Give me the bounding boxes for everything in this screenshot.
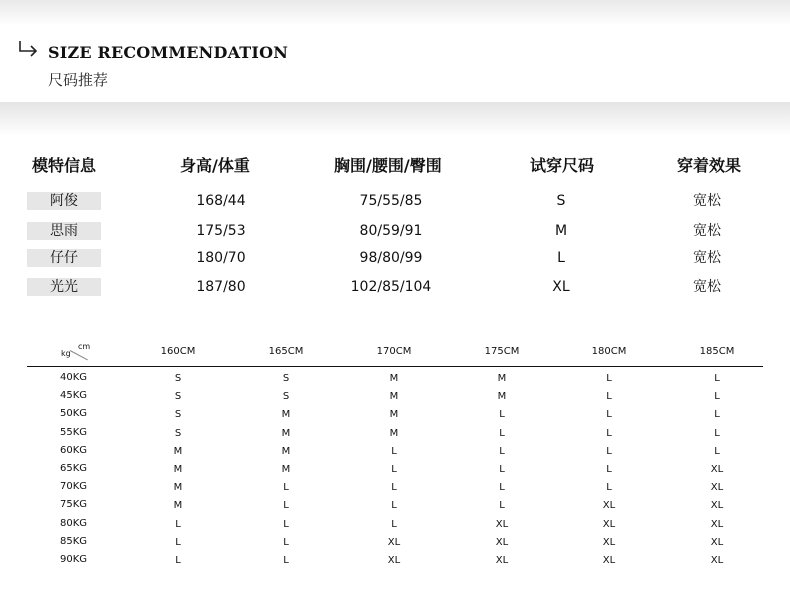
model-size: XL bbox=[552, 279, 570, 295]
weight-row-label: 45KG bbox=[60, 390, 88, 402]
model-row bbox=[0, 192, 790, 212]
size-cell: L bbox=[391, 445, 397, 457]
model-measurements: 102/85/104 bbox=[350, 279, 432, 295]
model-header-info: 模特信息 bbox=[32, 156, 97, 175]
size-cell: XL bbox=[602, 536, 616, 548]
page-subtitle: 尺码推荐 bbox=[48, 71, 109, 89]
size-cell: S bbox=[282, 391, 290, 403]
size-cell: L bbox=[283, 482, 289, 494]
size-cell: S bbox=[174, 409, 182, 421]
size-cell: L bbox=[499, 482, 505, 494]
size-cell: L bbox=[499, 464, 505, 475]
size-cell: L bbox=[391, 464, 397, 475]
model-row bbox=[0, 222, 790, 242]
size-cell: L bbox=[499, 500, 505, 512]
model-height-weight: 175/53 bbox=[196, 223, 246, 239]
model-measurements: 75/55/85 bbox=[359, 193, 423, 209]
size-cell: M bbox=[281, 409, 291, 421]
size-cell: L bbox=[606, 409, 612, 421]
size-cell: XL bbox=[495, 555, 509, 566]
size-cell: XL bbox=[710, 464, 724, 475]
size-cell: XL bbox=[602, 555, 616, 566]
size-cell: L bbox=[391, 482, 397, 494]
size-cell: M bbox=[281, 445, 291, 457]
corner-label-cm: cm bbox=[78, 342, 91, 351]
height-column-header: 185CM bbox=[699, 346, 735, 357]
weight-row-label: 65KG bbox=[60, 463, 88, 474]
weight-row-label: 85KG bbox=[60, 535, 88, 547]
model-fit: 宽松 bbox=[693, 223, 721, 239]
model-name: 思雨 bbox=[27, 222, 101, 240]
turn-arrow-icon bbox=[18, 40, 40, 60]
size-cell: XL bbox=[710, 536, 724, 548]
weight-row-label: 90KG bbox=[60, 554, 88, 565]
size-cell: L bbox=[606, 445, 612, 457]
size-cell: M bbox=[281, 464, 291, 475]
model-size: S bbox=[556, 193, 566, 209]
model-header-fit: 穿着效果 bbox=[677, 156, 742, 175]
size-cell: M bbox=[389, 409, 399, 421]
model-name: 仔仔 bbox=[27, 249, 101, 267]
model-name: 光光 bbox=[27, 278, 101, 296]
weight-row-label: 50KG bbox=[60, 408, 88, 420]
size-cell: XL bbox=[495, 536, 509, 548]
model-height-weight: 168/44 bbox=[196, 193, 246, 209]
size-cell: S bbox=[174, 391, 182, 403]
model-size: M bbox=[554, 223, 568, 239]
model-height-weight: 180/70 bbox=[196, 250, 246, 266]
model-header-size: 试穿尺码 bbox=[530, 156, 595, 175]
size-cell: L bbox=[391, 518, 397, 530]
size-cell: L bbox=[606, 464, 612, 475]
height-column-header: 175CM bbox=[484, 346, 520, 357]
model-size: L bbox=[557, 250, 565, 266]
header-divider bbox=[27, 366, 763, 367]
size-cell: M bbox=[173, 464, 183, 475]
model-fit: 宽松 bbox=[693, 279, 721, 295]
size-cell: L bbox=[499, 427, 505, 439]
size-cell: M bbox=[497, 391, 507, 403]
size-cell: M bbox=[281, 427, 291, 439]
height-column-header: 160CM bbox=[160, 346, 196, 357]
model-header-measurements: 胸围/腰围/臀围 bbox=[334, 156, 442, 175]
size-cell: M bbox=[389, 373, 399, 384]
size-cell: XL bbox=[602, 500, 616, 512]
height-column-header: 165CM bbox=[268, 346, 304, 357]
model-row bbox=[0, 249, 790, 269]
weight-row-label: 80KG bbox=[60, 517, 88, 529]
weight-row-label: 55KG bbox=[60, 426, 88, 438]
size-cell: L bbox=[391, 500, 397, 512]
size-cell: L bbox=[606, 373, 612, 384]
size-cell: S bbox=[174, 427, 182, 439]
header-banner bbox=[0, 26, 790, 102]
banner-shadow bbox=[0, 102, 790, 136]
size-cell: L bbox=[714, 427, 720, 439]
size-cell: XL bbox=[710, 518, 724, 530]
size-cell: L bbox=[714, 409, 720, 421]
model-measurements: 80/59/91 bbox=[359, 223, 423, 239]
size-cell: M bbox=[173, 445, 183, 457]
size-cell: S bbox=[174, 373, 182, 384]
size-cell: L bbox=[714, 373, 720, 384]
corner-diagonal bbox=[70, 350, 88, 360]
size-cell: L bbox=[499, 445, 505, 457]
size-cell: M bbox=[173, 482, 183, 494]
top-shadow bbox=[0, 0, 790, 26]
size-cell: XL bbox=[495, 518, 509, 530]
size-cell: L bbox=[175, 536, 181, 548]
size-cell: XL bbox=[387, 555, 401, 566]
height-column-header: 170CM bbox=[376, 346, 412, 357]
weight-row-label: 60KG bbox=[60, 444, 88, 456]
size-cell: L bbox=[499, 409, 505, 421]
size-cell: L bbox=[283, 536, 289, 548]
weight-row-label: 70KG bbox=[60, 481, 88, 493]
model-fit: 宽松 bbox=[693, 193, 721, 209]
size-cell: XL bbox=[602, 518, 616, 530]
size-cell: L bbox=[714, 391, 720, 403]
size-cell: L bbox=[283, 518, 289, 530]
model-measurements: 98/80/99 bbox=[359, 250, 423, 266]
size-cell: XL bbox=[710, 482, 724, 494]
size-cell: L bbox=[606, 482, 612, 494]
corner-label-kg: kg bbox=[61, 349, 71, 358]
size-cell: L bbox=[606, 427, 612, 439]
size-cell: L bbox=[283, 500, 289, 512]
size-cell: XL bbox=[387, 536, 401, 548]
size-cell: XL bbox=[710, 555, 724, 566]
page-title: SIZE RECOMMENDATION bbox=[48, 43, 289, 62]
size-cell: L bbox=[175, 518, 181, 530]
model-name: 阿俊 bbox=[27, 192, 101, 210]
model-height-weight: 187/80 bbox=[196, 279, 246, 295]
size-cell: M bbox=[173, 500, 183, 512]
size-cell: L bbox=[714, 445, 720, 457]
size-cell: S bbox=[282, 373, 290, 384]
size-cell: M bbox=[389, 427, 399, 439]
size-cell: L bbox=[175, 555, 181, 566]
size-cell: M bbox=[497, 373, 507, 384]
model-header-height-weight: 身高/体重 bbox=[180, 156, 250, 175]
size-cell: L bbox=[606, 391, 612, 403]
height-column-header: 180CM bbox=[591, 346, 627, 357]
size-cell: XL bbox=[710, 500, 724, 512]
size-cell: M bbox=[389, 391, 399, 403]
model-fit: 宽松 bbox=[693, 250, 721, 266]
weight-row-label: 75KG bbox=[60, 499, 88, 511]
weight-row-label: 40KG bbox=[60, 372, 88, 383]
model-row bbox=[0, 278, 790, 298]
size-cell: L bbox=[283, 555, 289, 566]
